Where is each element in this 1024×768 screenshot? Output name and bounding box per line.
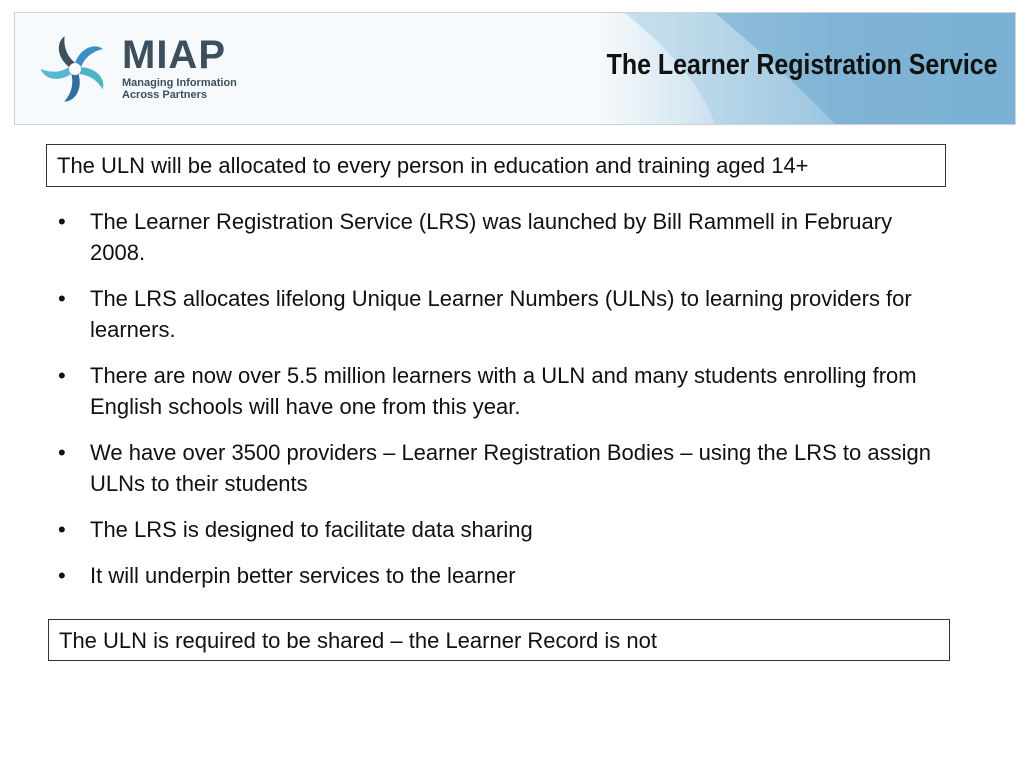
bullet-item: [56, 560, 936, 591]
bullet-item: [56, 206, 936, 268]
miap-logo-icon: [41, 35, 109, 103]
logo-name: MIAP: [122, 33, 226, 77]
bullet-dot: •: [58, 563, 66, 588]
bullet-text: There are now over 5.5 million learners with a ULN and many students enrolling from English schools will have one from this year.: [90, 363, 917, 419]
logo-tagline-line1: Managing Information: [122, 77, 237, 89]
bullet-text: The LRS is designed to facilitate data sharing: [90, 517, 533, 542]
slide-title: The Learner Registration Service: [606, 49, 997, 81]
callout-box-top: The ULN will be allocated to every person in education and training aged 14+: [46, 144, 946, 187]
bullet-dot: •: [58, 209, 66, 234]
bullet-text: We have over 3500 providers – Learner Registration Bodies – using the LRS to assign ULNs to their students: [90, 440, 931, 496]
bullet-dot: •: [58, 517, 66, 542]
bullet-item: [56, 437, 936, 499]
bullet-text: The Learner Registration Service (LRS) was launched by Bill Rammell in February 2008.: [90, 209, 893, 265]
bullet-text: It will underpin better services to the learner: [90, 563, 516, 588]
bullet-item: [56, 514, 936, 545]
bullet-dot: •: [58, 363, 66, 388]
logo-tagline-line2: Across Partners: [122, 89, 207, 101]
callout-box-bottom: The ULN is required to be shared – the Learner Record is not: [48, 619, 950, 661]
bullet-dot: •: [58, 440, 66, 465]
bullet-item: [56, 283, 936, 345]
bullet-text: The LRS allocates lifelong Unique Learner Numbers (ULNs) to learning providers for learners.: [90, 286, 912, 342]
bullet-item: [56, 360, 936, 422]
miap-logo-text: [122, 35, 322, 101]
bullet-list: [56, 206, 936, 606]
bullet-dot: •: [58, 286, 66, 311]
slide-header: [14, 12, 1016, 125]
